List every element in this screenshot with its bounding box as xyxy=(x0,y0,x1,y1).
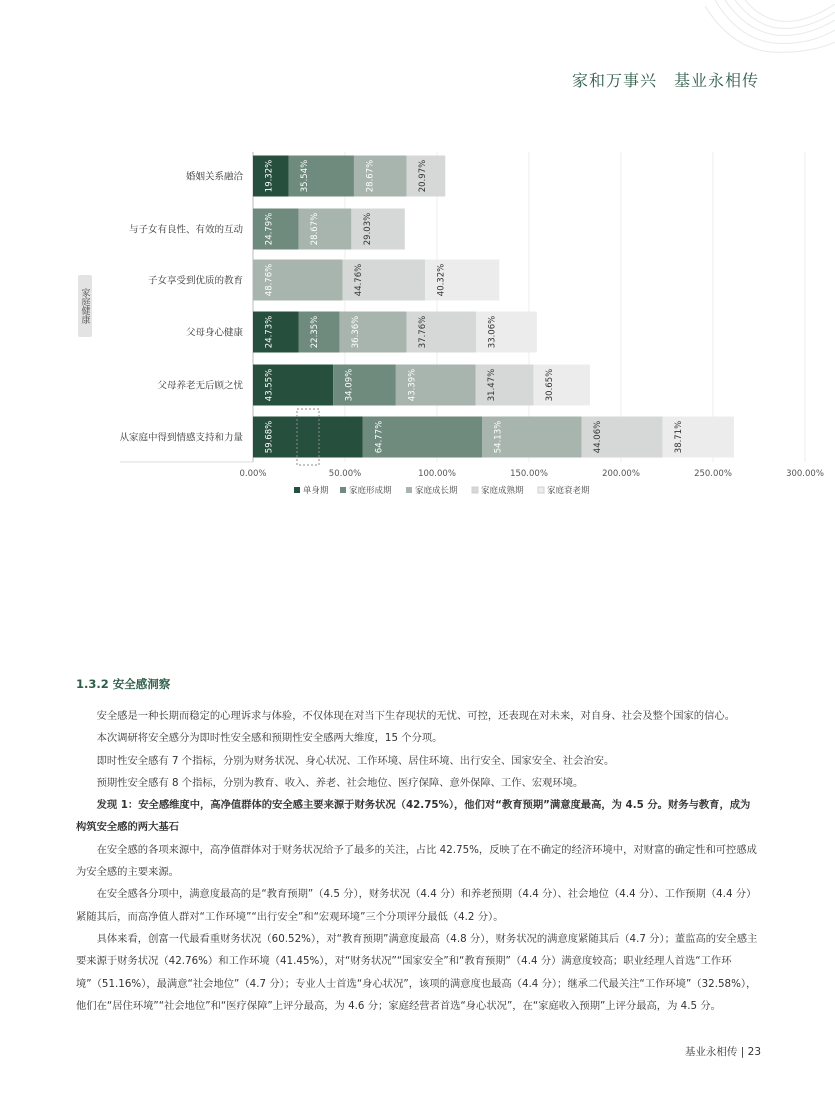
data-label: 43.55% xyxy=(264,368,275,402)
x-tick-label: 200.00% xyxy=(602,469,640,479)
data-label: 38.71% xyxy=(674,420,685,454)
data-label: 33.06% xyxy=(487,315,498,349)
category-label: 从家庭中得到情感支持和力量 xyxy=(119,432,243,444)
category-label: 婚姻关系融洽 xyxy=(185,171,243,183)
data-label: 22.35% xyxy=(310,315,321,349)
data-label: 43.39% xyxy=(407,368,418,402)
legend-label: 家庭衰老期 xyxy=(547,486,590,496)
x-tick-label: 300.00% xyxy=(786,469,824,479)
data-label: 36.36% xyxy=(351,315,362,349)
data-label: 37.76% xyxy=(418,315,429,349)
bar-segment xyxy=(407,312,476,353)
bar-segment xyxy=(253,312,299,353)
data-label: 28.67% xyxy=(310,212,321,246)
section-body xyxy=(76,705,760,1017)
bar-segment xyxy=(253,209,299,250)
data-label: 29.03% xyxy=(362,212,373,246)
body-paragraph: 即时性安全感有 7 个指标，分别为财务状况、身心状况、工作环境、居住环境、出行安全、国家安全、社会治安。 xyxy=(96,754,615,767)
legend-swatch xyxy=(538,487,544,493)
data-label: 40.32% xyxy=(436,263,447,297)
x-tick-label: 150.00% xyxy=(510,469,548,479)
x-tick-label: 50.00% xyxy=(328,469,362,479)
bar-segment xyxy=(351,209,404,250)
legend-label: 家庭成熟期 xyxy=(481,486,524,496)
page-footer: 基业永相传 | 23 xyxy=(684,1046,761,1058)
bar-segment xyxy=(299,209,352,250)
bar-segment xyxy=(289,156,354,197)
stacked-bar-chart xyxy=(0,0,835,520)
legend-swatch xyxy=(472,487,478,493)
data-label: 59.68% xyxy=(264,420,275,454)
chart-group-label: 家庭健康 xyxy=(78,275,92,337)
legend-swatch xyxy=(406,487,412,493)
bar-segment xyxy=(354,156,407,197)
data-label: 31.47% xyxy=(487,368,498,402)
data-label: 35.54% xyxy=(300,159,311,193)
bar-segment xyxy=(340,312,407,353)
category-label: 父母身心健康 xyxy=(185,327,243,339)
legend-swatch xyxy=(340,487,346,493)
category-label: 与子女有良性、有效的互动 xyxy=(128,224,243,236)
page-header-title: 家和万事兴 基业永相传 xyxy=(571,71,759,90)
body-paragraph: 安全感是一种长期而稳定的心理诉求与体验，不仅体现在对当下生存现状的无忧、可控，还表现在对未来，对自身、社会及整个国家的信心。 xyxy=(96,710,735,722)
data-label: 64.77% xyxy=(374,420,385,454)
body-paragraph: 具体来看，创富一代最看重财务状况（60.52%），对“教育预期”满意度最高（4.8 分），财务状况的满意度紧随其后（4.7 分）；董监高的安全感主要来源于财务状况（42.76%）和工作环境（41.45%），对“财务状况”“国家安全”和“教育预期”（4.4 分）满意度较高；职业经理人首选“工作环境”（51.16%），最满意“社会地位”（4.7 分）；专业人士首选“身心状况”，该项的满意度也最高（4.4 分）；继承二代最关注“工作环境”（32.58%），他们在“居住环境”“社会地位”和“医疗保障”上评分最高，为 4.6 分；家庭经营者首选“身心状况”，在“家庭收入预期”上评分最高，为 4.5 分。 xyxy=(76,932,758,1012)
legend-label: 单身期 xyxy=(303,486,329,496)
data-label: 30.65% xyxy=(545,368,556,402)
legend-swatch xyxy=(294,487,300,493)
bar-segment xyxy=(476,365,534,406)
data-label: 19.32% xyxy=(264,159,275,193)
bar-segment xyxy=(534,365,590,406)
bar-segment xyxy=(476,312,537,353)
data-label: 28.67% xyxy=(365,159,376,193)
body-paragraph: 在安全感各分项中，满意度最高的是“教育预期”（4.5 分），财务状况（4.4 分）和养老预期（4.4 分）、社会地位（4.4 分）、工作预期（4.4 分）紧随其后，而高净值人群对“工作环境”“出行安全”和“宏观环境”三个分项评分最低（4.2 分）。 xyxy=(76,888,757,923)
data-label: 24.73% xyxy=(264,315,275,349)
data-label: 54.13% xyxy=(493,420,504,454)
category-label: 子女享受到优质的教育 xyxy=(147,275,243,287)
body-paragraph: 在安全感的各项来源中，高净值群体对于财务状况给予了最多的关注，占比 42.75%，反映了在不确定的经济环境中，对财富的确定性和可控感成为安全感的主要来源。 xyxy=(76,843,757,879)
data-label: 44.76% xyxy=(354,263,365,297)
body-paragraph: 预期性安全感有 8 个指标，分别为教育、收入、养老、社会地位、医疗保障、意外保障、工作、宏观环境。 xyxy=(96,776,584,789)
body-paragraph: 发现 1：安全感维度中，高净值群体的安全感主要来源于财务状况（42.75%），他们对“教育预期”满意度最高，为 4.5 分。财务与教育，成为构筑安全感的两大基石 xyxy=(76,799,751,834)
section-title: 1.3.2 安全感洞察 xyxy=(76,677,171,691)
legend-label: 家庭成长期 xyxy=(415,486,458,496)
data-label: 20.97% xyxy=(418,159,429,193)
bar-segment xyxy=(333,365,396,406)
x-tick-label: 0.00% xyxy=(239,469,267,479)
data-label: 44.06% xyxy=(593,420,604,454)
category-label: 父母养老无后顾之忧 xyxy=(157,380,243,392)
data-label: 34.09% xyxy=(344,368,355,402)
body-paragraph: 本次调研将安全感分为即时性安全感和预期性安全感两大维度，15 个分项。 xyxy=(96,732,443,745)
x-tick-label: 250.00% xyxy=(694,469,732,479)
legend-label: 家庭形成期 xyxy=(349,486,392,496)
chart-canvas xyxy=(0,0,835,520)
x-tick-label: 100.00% xyxy=(418,469,456,479)
data-label: 24.79% xyxy=(264,212,275,246)
data-label: 48.76% xyxy=(264,263,275,297)
